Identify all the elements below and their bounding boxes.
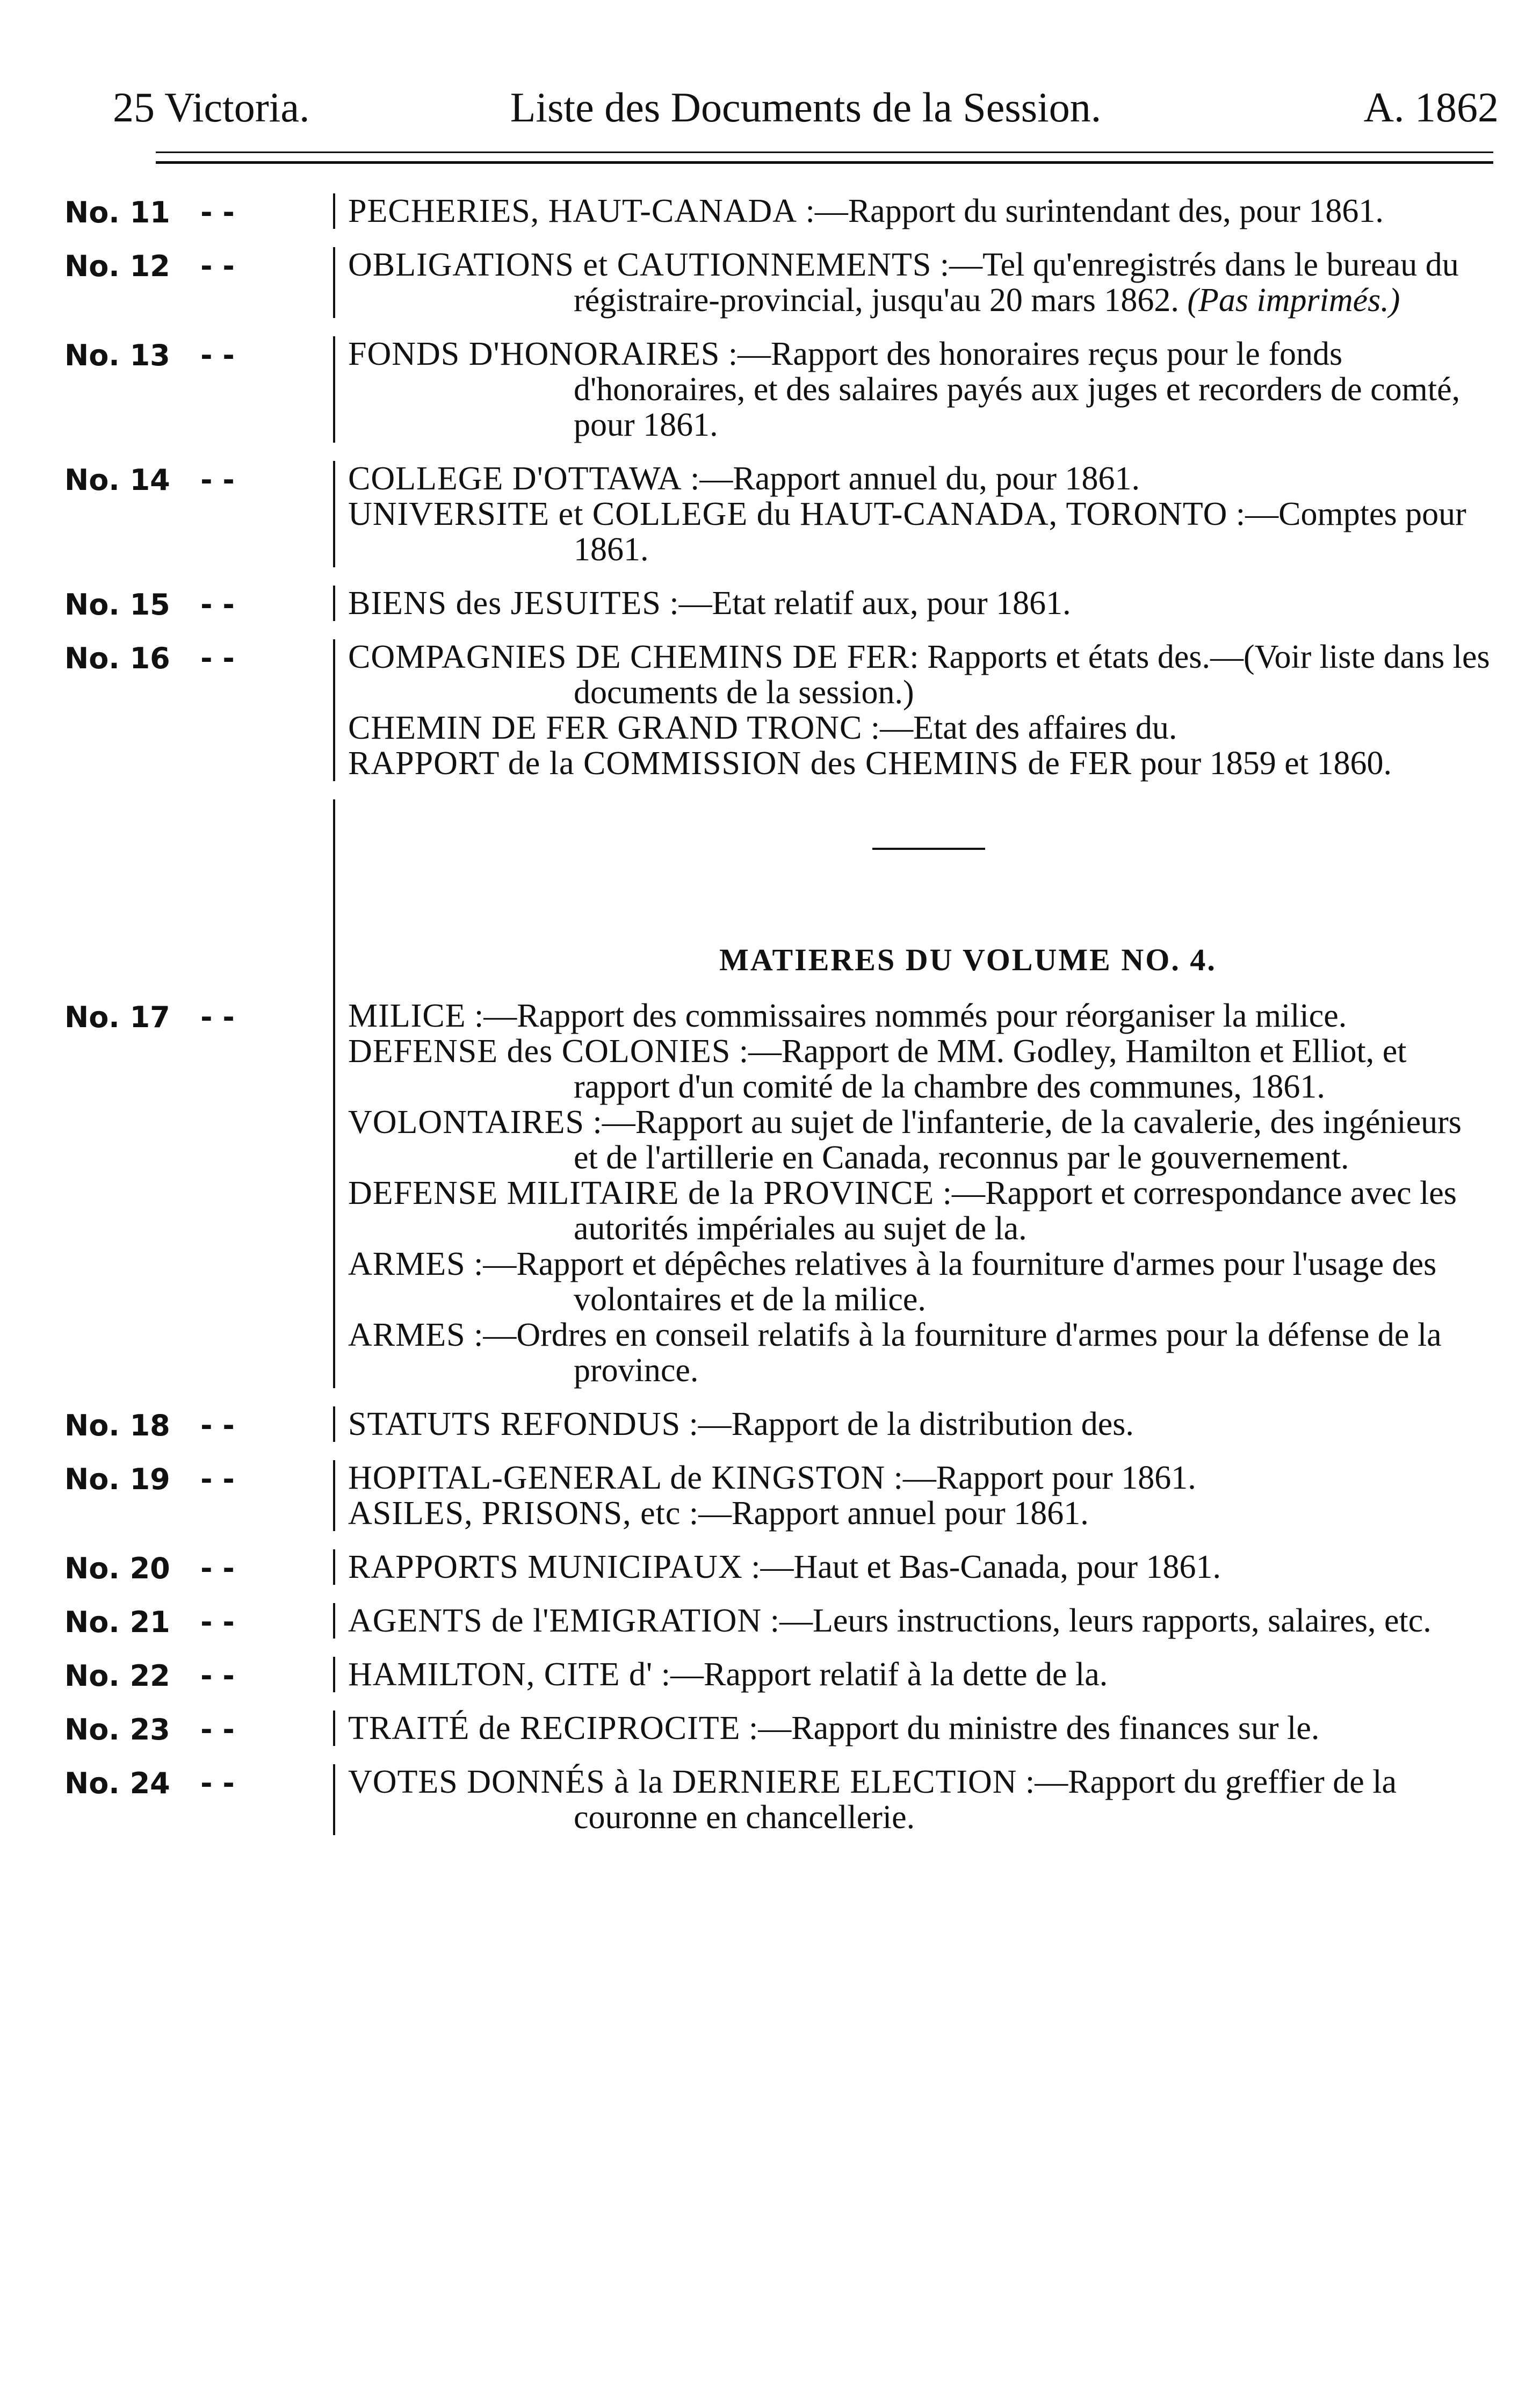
- entry-leader-dashes: - -: [200, 1000, 235, 1034]
- entry-item: [348, 1246, 1493, 1317]
- entry-item: [348, 1496, 1493, 1531]
- entry-item: [348, 746, 1493, 781]
- entry-subject: UNIVERSITE et COLLEGE du HAUT-CANADA, TORONTO: [348, 496, 1228, 532]
- entry-item: [348, 336, 1493, 443]
- entry-leader-dashes: - -: [200, 463, 235, 497]
- document-entry: [64, 1603, 1493, 1639]
- entry-subject: RAPPORT de la COMMISSION des CHEMINS de FER: [348, 745, 1132, 782]
- entry-description: :—Rapport et correspondance avec les autorités impériales au sujet de la.: [574, 1175, 1457, 1247]
- entry-leader-dashes: - -: [200, 1462, 235, 1496]
- entry-body: [333, 1460, 1493, 1531]
- entry-body: [333, 586, 1493, 621]
- entry-description: :—Rapport des honoraires reçus pour le fonds d'honoraires, et des salaires payés aux juges et recorders de comté, pour 1861.: [574, 336, 1461, 443]
- entry-body: [333, 1657, 1493, 1692]
- header-rule-thin: [156, 151, 1493, 153]
- entry-leader-dashes: - -: [200, 1766, 235, 1800]
- document-entry: [64, 586, 1493, 621]
- document-entry: [64, 461, 1493, 567]
- entry-description: :—Rapport du surintendant des, pour 1861.: [797, 193, 1384, 229]
- entry-body: [333, 247, 1493, 318]
- document-entry: [64, 1764, 1493, 1835]
- document-entry: [64, 1406, 1493, 1442]
- entry-number: [64, 1766, 338, 1801]
- section-separator: [333, 799, 1493, 998]
- entry-item: [348, 1406, 1493, 1442]
- page-header: [113, 81, 1499, 140]
- entry-number-label: No. 16: [64, 641, 170, 675]
- entry-item: [348, 1317, 1493, 1388]
- entry-subject: BIENS des JESUITES: [348, 585, 661, 622]
- entry-number: [64, 338, 338, 373]
- entry-description: :—Rapport des commissaires nommés pour réorganiser la milice.: [466, 998, 1347, 1034]
- entry-leader-dashes: - -: [200, 1713, 235, 1747]
- entry-subject: HAMILTON, CITE d': [348, 1656, 653, 1693]
- entry-leader-dashes: - -: [200, 1551, 235, 1585]
- entry-leader-dashes: - -: [200, 249, 235, 283]
- entry-leader-dashes: - -: [200, 588, 235, 622]
- entry-number: [64, 641, 338, 676]
- entry-number-label: No. 21: [64, 1605, 170, 1639]
- entry-description: :—Rapport du greffier de la couronne en chancellerie.: [574, 1764, 1397, 1836]
- entry-number: [64, 1409, 338, 1443]
- document-entry: [64, 1657, 1493, 1692]
- entry-description: :—Rapport de la distribution des.: [681, 1406, 1134, 1442]
- entry-subject: HOPITAL-GENERAL de KINGSTON: [348, 1460, 886, 1496]
- entry-subject: MILICE: [348, 998, 466, 1034]
- entry-body: [333, 336, 1493, 443]
- entry-number-label: No. 20: [64, 1551, 170, 1585]
- entry-subject: RAPPORTS MUNICIPAUX: [348, 1549, 743, 1585]
- entry-subject: COLLEGE D'OTTAWA: [348, 460, 682, 497]
- entry-item: [348, 496, 1493, 567]
- entry-description: :—Ordres en conseil relatifs à la fourniture d'armes pour la défense de la province.: [465, 1317, 1442, 1389]
- entry-item: [348, 247, 1493, 318]
- entry-item: [348, 1711, 1493, 1746]
- header-title: Liste des Documents de la Session.: [510, 84, 1102, 131]
- entry-description: : Rapports et états des.—(Voir liste dans les documents de la session.): [574, 639, 1490, 711]
- entry-item: [348, 998, 1493, 1034]
- document-entry: [64, 193, 1493, 229]
- header-volume-year: A. 1862: [1363, 84, 1499, 131]
- entry-description: :—Haut et Bas-Canada, pour 1861.: [742, 1549, 1221, 1585]
- entry-item: [348, 1034, 1493, 1105]
- entry-subject: ARMES: [348, 1246, 466, 1282]
- header-session-year: 25 Victoria.: [113, 84, 310, 131]
- entry-number-label: No. 22: [64, 1659, 170, 1693]
- document-entry: [64, 1549, 1493, 1585]
- entry-subject: PECHERIES, HAUT-CANADA: [348, 193, 798, 229]
- entry-item: [348, 586, 1493, 621]
- entry-subject: VOTES DONNÉS à la DERNIERE ELECTION: [348, 1764, 1017, 1800]
- document-entry: [64, 639, 1493, 781]
- entry-subject: DEFENSE des COLONIES: [348, 1033, 731, 1070]
- entry-description: :—Rapport de MM. Godley, Hamilton et Elliot, et rapport d'un comité de la chambre des communes, 1861.: [574, 1033, 1407, 1105]
- entry-number-label: No. 17: [64, 1000, 170, 1034]
- document-entry: [64, 336, 1493, 443]
- entry-body: [333, 193, 1493, 229]
- entry-body: [333, 1603, 1493, 1639]
- entry-subject: COMPAGNIES DE CHEMINS DE FER: [348, 639, 910, 675]
- entry-item: [348, 1175, 1493, 1246]
- entry-number: [64, 196, 338, 230]
- entry-subject: ASILES, PRISONS, etc: [348, 1495, 681, 1532]
- entry-number-label: No. 14: [64, 463, 170, 497]
- header-rule-thick: [156, 161, 1493, 164]
- entries-part-2: [64, 998, 1493, 1835]
- entry-description: :—Rapport pour 1861.: [885, 1460, 1196, 1496]
- entry-subject: AGENTS de l'EMIGRATION: [348, 1603, 762, 1639]
- documents-list: [64, 193, 1493, 1853]
- entry-number-label: No. 11: [64, 196, 170, 229]
- entry-number: [64, 1551, 338, 1586]
- entry-description: :—Rapport annuel du, pour 1861.: [682, 460, 1140, 497]
- section-title: MATIERES DU VOLUME NO. 4.: [719, 942, 1217, 977]
- entry-leader-dashes: - -: [200, 1659, 235, 1693]
- entry-number-label: No. 23: [64, 1713, 170, 1747]
- entry-description: :—Leurs instructions, leurs rapports, salaires, etc.: [762, 1603, 1431, 1639]
- entry-number: [64, 1462, 338, 1497]
- entry-subject: VOLONTAIRES: [348, 1104, 585, 1141]
- entry-description: :—Rapport annuel pour 1861.: [681, 1495, 1089, 1532]
- entry-item: [348, 193, 1493, 229]
- entry-subject: ARMES: [348, 1317, 466, 1353]
- entry-body: [333, 1764, 1493, 1835]
- entry-description: :—Rapport au sujet de l'infanterie, de la cavalerie, des ingénieurs et de l'artillerie en Canada, reconnus par le gouvernement.: [574, 1104, 1462, 1176]
- document-entry: [64, 998, 1493, 1388]
- entry-item: [348, 1105, 1493, 1175]
- entry-subject: OBLIGATIONS et CAUTIONNEMENTS: [348, 247, 932, 283]
- entry-description: :—Rapport du ministre des finances sur le.: [740, 1710, 1320, 1747]
- entry-number: [64, 588, 338, 622]
- entry-subject: TRAITÉ de RECIPROCITE: [348, 1710, 741, 1747]
- entry-number: [64, 249, 338, 284]
- entry-number: [64, 463, 338, 497]
- entry-body: [333, 639, 1493, 781]
- entry-number-label: No. 19: [64, 1462, 170, 1496]
- entry-item: [348, 1549, 1493, 1585]
- entry-description: :—Tel qu'enregistrés dans le bureau du régistraire-provincial, jusqu'au 20 mars 1862.: [574, 247, 1459, 319]
- entry-leader-dashes: - -: [200, 1409, 235, 1442]
- entry-number-label: No. 13: [64, 338, 170, 372]
- document-entry: [64, 1711, 1493, 1746]
- entry-number-label: No. 15: [64, 588, 170, 622]
- document-entry: [64, 1460, 1493, 1531]
- entry-note: (Pas imprimés.): [1187, 282, 1400, 319]
- entry-leader-dashes: - -: [200, 1605, 235, 1639]
- document-entry: [64, 247, 1493, 318]
- entry-description: :—Etat relatif aux, pour 1861.: [661, 585, 1071, 622]
- entry-number-label: No. 24: [64, 1766, 170, 1800]
- entry-description: pour 1859 et 1860.: [1132, 745, 1392, 782]
- entry-subject: CHEMIN DE FER GRAND TRONC: [348, 710, 863, 746]
- entry-number-label: No. 12: [64, 249, 170, 283]
- entry-number: [64, 1713, 338, 1747]
- entry-item: [348, 639, 1493, 710]
- entry-leader-dashes: - -: [200, 641, 235, 675]
- entry-item: [348, 461, 1493, 496]
- entry-item: [348, 1603, 1493, 1639]
- entry-description: :—Rapport et dépêches relatives à la fourniture d'armes pour l'usage des volontaires et de la milice.: [465, 1246, 1437, 1318]
- entry-item: [348, 1764, 1493, 1835]
- entry-description: :—Etat des affaires du.: [862, 710, 1177, 746]
- entry-item: [348, 1657, 1493, 1692]
- section-divider-rule: [335, 799, 1493, 918]
- entry-body: [333, 461, 1493, 567]
- entry-body: [333, 1549, 1493, 1585]
- entry-number-label: No. 18: [64, 1409, 170, 1442]
- entry-description: :—Rapport relatif à la dette de la.: [653, 1656, 1108, 1693]
- entry-item: [348, 1460, 1493, 1496]
- entries-part-1: [64, 193, 1493, 781]
- entry-subject: STATUTS REFONDUS: [348, 1406, 681, 1442]
- entry-body: [333, 998, 1493, 1388]
- entry-leader-dashes: - -: [200, 338, 235, 372]
- entry-subject: DEFENSE MILITAIRE de la PROVINCE: [348, 1175, 935, 1211]
- entry-number: [64, 1659, 338, 1693]
- entry-body: [333, 1406, 1493, 1442]
- entry-number: [64, 1605, 338, 1640]
- entry-body: [333, 1711, 1493, 1746]
- entry-subject: FONDS D'HONORAIRES: [348, 336, 720, 372]
- entry-number: [64, 1000, 338, 1035]
- entry-description: :—Comptes pour 1861.: [574, 496, 1466, 568]
- entry-item: [348, 710, 1493, 746]
- entry-leader-dashes: - -: [200, 196, 235, 229]
